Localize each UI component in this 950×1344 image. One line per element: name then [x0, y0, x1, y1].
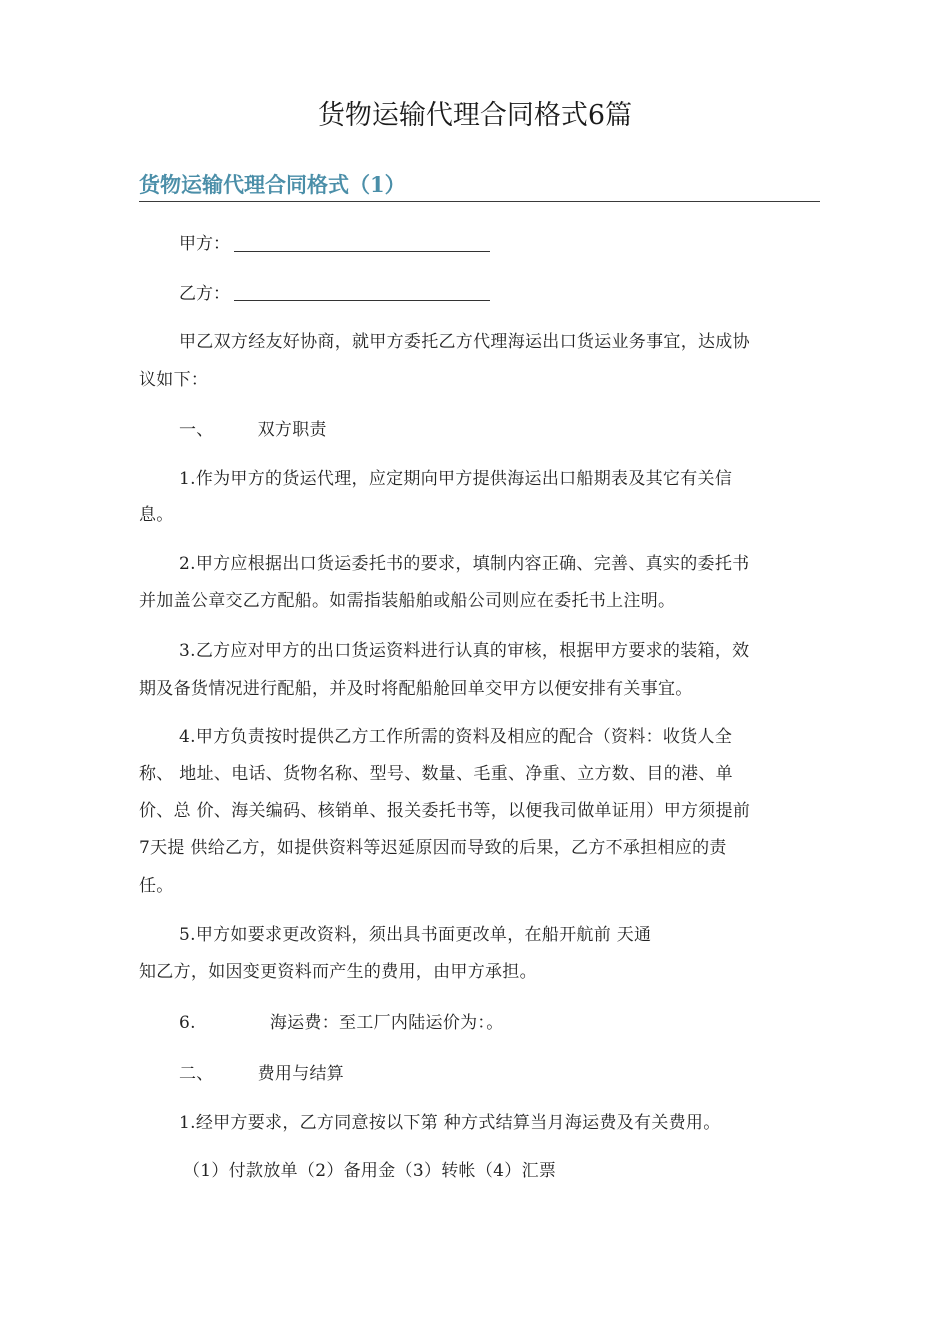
item4-line-3: 价、总 价、海关编码、核销单、报关委托书等，以便我司做单证用）甲方须提前 — [139, 801, 751, 821]
item5-line-2: 知乙方，如因变更资料而产生的费用，由甲方承担。 — [139, 962, 537, 982]
item4-line-1: 4.甲方负责按时提供乙方工作所需的资料及相应的配合（资料：收货人全 — [179, 727, 733, 747]
item3-line-2: 期及备货情况进行配船，并及时将配船舱回单交甲方以便安排有关事宜。 — [139, 679, 693, 699]
part1-title: 双方职责 — [257, 420, 327, 440]
part1-heading — [139, 412, 860, 448]
item1-line-2: 息。 — [139, 505, 174, 525]
settle-options-line: （1）付款放单（2）备用金（3）转帐（4）汇票 — [183, 1161, 557, 1181]
section-heading — [139, 170, 820, 202]
item4-line-5: 任。 — [139, 876, 174, 896]
part2-number: 二、 — [179, 1064, 214, 1084]
item2-line-1: 2.甲方应根据出口货运委托书的要求，填制内容正确、完善、真实的委托书 — [179, 554, 750, 574]
settle-line-1: 1.经甲方要求，乙方同意按以下第 种方式结算当月海运费及有关费用。 — [179, 1113, 721, 1133]
party-b-label: 乙方： — [179, 284, 230, 304]
item2-line-2: 并加盖公章交乙方配船。如需指装船舶或船公司则应在委托书上注明。 — [139, 591, 676, 611]
item4-line-4: 7天提 供给乙方，如提供资料等迟延原因而导致的后果，乙方不承担相应的责 — [139, 838, 727, 858]
intro-line-2: 议如下： — [139, 370, 209, 390]
item4-line-2: 称、 地址、电话、货物名称、型号、数量、毛重、净重、立方数、目的港、单 — [139, 764, 733, 784]
intro-line-1: 甲乙双方经友好协商，就甲方委托乙方代理海运出口货运业务事宜，达成协 — [179, 332, 750, 352]
part2-title: 费用与结算 — [257, 1064, 345, 1084]
item1-line-1: 1.作为甲方的货运代理，应定期向甲方提供海运出口船期表及其它有关信 — [179, 469, 733, 489]
part1-number: 一、 — [179, 420, 214, 440]
party-a-blank — [234, 251, 490, 252]
item6-line — [139, 1005, 860, 1041]
item3-line-1: 3.乙方应对甲方的出口货运资料进行认真的审核，根据甲方要求的装箱，效 — [179, 641, 750, 661]
document-title: 货物运输代理合同格式6篇 — [317, 100, 633, 131]
item6-number: 6. — [179, 1013, 196, 1033]
party-a-label: 甲方： — [179, 234, 230, 254]
party-b-blank — [234, 300, 490, 301]
section-heading-text: 货物运输代理合同格式（1） — [139, 172, 406, 197]
item6-text: 海运费：至工厂内陆运价为：。 — [269, 1013, 504, 1033]
part2-heading — [139, 1056, 860, 1092]
item5-line-1: 5.甲方如要求更改资料，须出具书面更改单，在船开航前 天通 — [179, 925, 652, 945]
